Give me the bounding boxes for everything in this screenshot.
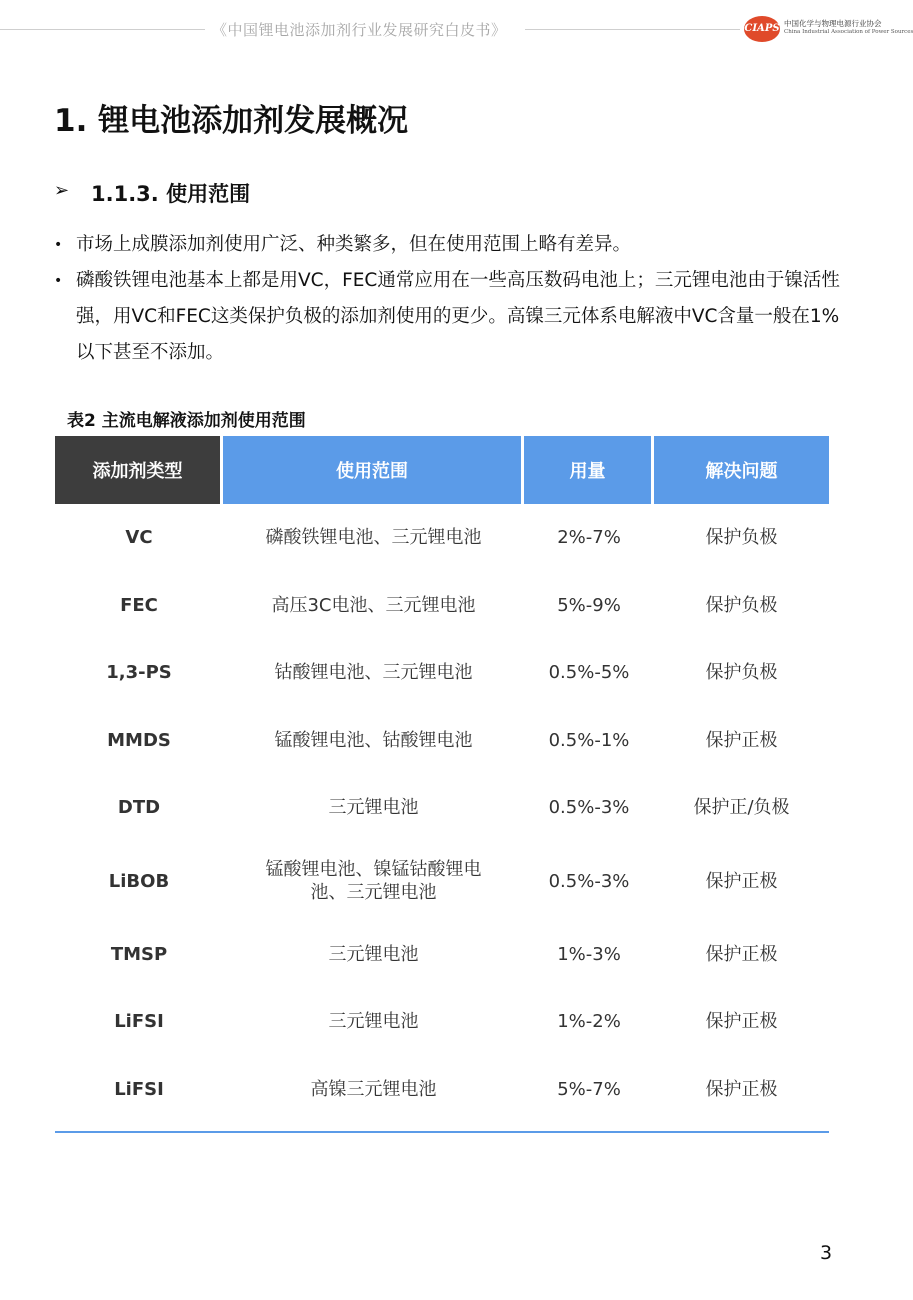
bullet-text: 磷酸铁锂电池基本上都是用VC，FEC通常应用在一些高压数码电池上；三元锂电池由于镍活性强，用VC和FEC这类保护负极的添加剂使用的更少。高镍三元体系电解液中VC含量一般在1%以下甚至不添加。: [76, 270, 840, 363]
table-row: [55, 639, 829, 707]
cell-scope: 三元锂电池: [328, 1011, 419, 1033]
cell-additive: TMSP: [110, 943, 168, 965]
cell-additive: DTD: [117, 797, 161, 819]
table-bottom-rule: [55, 1131, 829, 1133]
subsection-title: 1.1.3. 使用范围: [91, 182, 251, 206]
cell-scope: 高镍三元锂电池: [310, 1078, 437, 1100]
header-cell-scope: 使用范围: [223, 436, 524, 504]
cell-scope: 三元锂电池: [328, 943, 419, 965]
cell-additive: LiFSI: [114, 1078, 164, 1100]
cell-scope: 锰酸锂电池、钴酸锂电池: [274, 729, 473, 751]
additive-table: [55, 436, 829, 1133]
cell-dosage: 0.5%-5%: [548, 662, 630, 684]
table-grid: [55, 436, 829, 1123]
bullet-dot-icon: •: [54, 237, 63, 253]
cell-additive: MMDS: [107, 729, 171, 751]
cell-dosage: 0.5%-3%: [548, 870, 630, 892]
cell-additive: FEC: [120, 594, 158, 616]
cell-scope: 高压3C电池、三元锂电池: [271, 594, 476, 616]
bullet-item: [54, 263, 844, 371]
cell-scope: 磷酸铁锂电池、三元锂电池: [265, 527, 482, 549]
table-row: [55, 707, 829, 775]
table-row: [55, 572, 829, 640]
cell-scope: 三元锂电池: [328, 797, 419, 819]
logo-chinese-name: 中国化学与物理电源行业协会: [784, 19, 882, 28]
cell-purpose: 保护正极: [705, 729, 778, 751]
bullet-list: [54, 227, 844, 371]
cell-dosage: 5%-7%: [557, 1078, 621, 1100]
cell-additive: LiFSI: [114, 1011, 164, 1033]
header-cell-purpose: 解决问题: [654, 436, 829, 504]
cell-dosage: 5%-9%: [557, 594, 621, 616]
header-doc-title: 《中国锂电池添加剂行业发展研究白皮书》: [212, 21, 507, 39]
header-cell-type: 添加剂类型: [55, 436, 223, 504]
cell-purpose: 保护正/负极: [693, 797, 790, 819]
bullet-text: 市场上成膜添加剂使用广泛、种类繁多，但在使用范围上略有差异。: [76, 234, 632, 255]
cell-purpose: 保护正极: [705, 870, 778, 892]
header-rule-left: [0, 29, 205, 30]
table-row: [55, 988, 829, 1056]
cell-dosage: 1%-2%: [557, 1011, 621, 1033]
page-number: 3: [820, 1242, 833, 1264]
table-row: [55, 842, 829, 921]
bullet-dot-icon: •: [54, 273, 63, 289]
cell-purpose: 保护负极: [705, 527, 778, 549]
cell-dosage: 2%-7%: [557, 527, 621, 549]
cell-dosage: 0.5%-3%: [548, 797, 630, 819]
cell-purpose: 保护负极: [705, 594, 778, 616]
cell-dosage: 1%-3%: [557, 943, 621, 965]
association-logo: [744, 16, 913, 44]
cell-scope: 钴酸锂电池、三元锂电池: [274, 662, 473, 684]
bullet-item: [54, 227, 844, 263]
cell-additive: 1,3-PS: [106, 662, 172, 684]
cell-scope: 锰酸锂电池、镍锰钴酸锂电池、三元锂电池: [265, 859, 482, 903]
cell-purpose: 保护正极: [705, 943, 778, 965]
cell-purpose: 保护负极: [705, 662, 778, 684]
cell-additive: VC: [125, 527, 153, 549]
table-header-row: [55, 436, 829, 504]
section-heading: 1. 锂电池添加剂发展概况: [54, 103, 409, 139]
arrow-bullet-icon: ➢: [54, 180, 70, 201]
table-row: [55, 1056, 829, 1124]
cell-purpose: 保护正极: [705, 1078, 778, 1100]
table-row: [55, 504, 829, 572]
cell-purpose: 保护正极: [705, 1011, 778, 1033]
page-header: [0, 0, 913, 60]
cell-dosage: 0.5%-1%: [548, 729, 630, 751]
table-row: [55, 921, 829, 989]
table-row: [55, 774, 829, 842]
header-cell-dosage: 用量: [524, 436, 654, 504]
cell-additive: LiBOB: [108, 870, 170, 892]
table-caption: 表2 主流电解液添加剂使用范围: [67, 411, 306, 431]
logo-mark-icon: CIAPS: [744, 16, 780, 42]
header-rule-right: [525, 29, 740, 30]
logo-english-name: China Industrial Association of Power Sources: [784, 29, 913, 35]
